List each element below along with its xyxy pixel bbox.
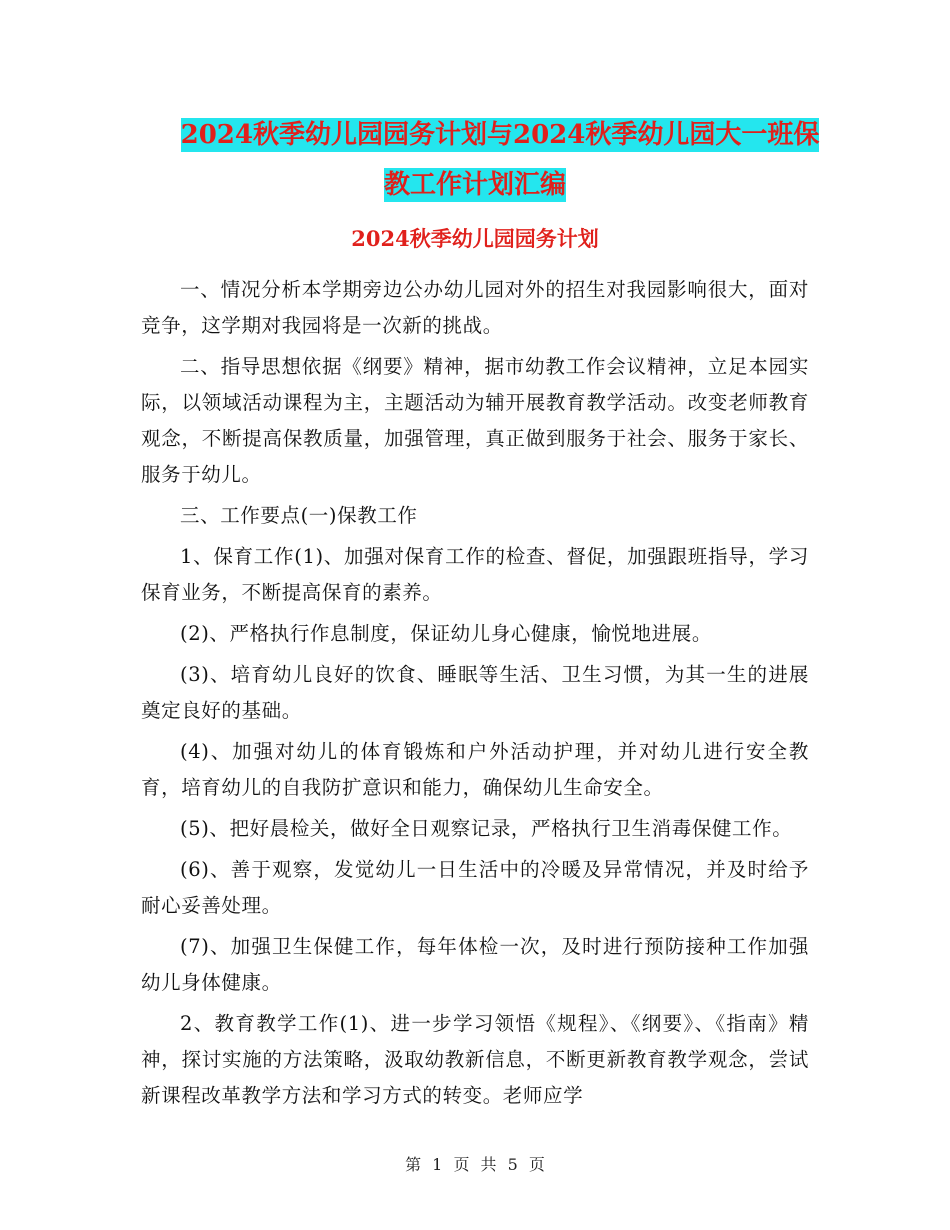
- paragraph-care-work-3: (3)、培育幼儿良好的饮食、睡眠等生活、卫生习惯，为其一生的进展奠定良好的基础。: [141, 663, 809, 722]
- paragraph-situation-analysis: 一、情况分析本学期旁边公办幼儿园对外的招生对我园影响很大，面对竞争，这学期对我园将是一次新的挑战。: [141, 278, 809, 337]
- paragraph-work-points: 三、工作要点(一)保教工作: [180, 504, 418, 527]
- document-title: [0, 110, 950, 210]
- body-text: [141, 272, 809, 1119]
- document-title-line-1: 2024秋季幼儿园园务计划与2024秋季幼儿园大一班保: [180, 120, 820, 150]
- paragraph-guiding-thought: 二、指导思想依据《纲要》精神，据市幼教工作会议精神，立足本园实际，以领域活动课程为主，主题活动为辅开展教育教学活动。改变老师教育观念，不断提高保教质量，加强管理，真正做到服务于社会、服务于家长、服务于幼儿。: [141, 355, 809, 486]
- paragraph-care-work-2: (2)、严格执行作息制度，保证幼儿身心健康，愉悦地进展。: [180, 622, 712, 645]
- paragraph-teaching-work-1: 2、教育教学工作(1)、进一步学习领悟《规程》、《纲要》、《指南》精神，探讨实施的方法策略，汲取幼教新信息，不断更新教育教学观念，尝试新课程改革教学方法和学习方式的转变。老师应学: [141, 1012, 809, 1107]
- paragraph-care-work-7: (7)、加强卫生保健工作，每年体检一次，及时进行预防接种工作加强幼儿身体健康。: [141, 935, 809, 994]
- paragraph-care-work-6: (6)、善于观察，发觉幼儿一日生活中的冷暖及异常情况，并及时给予耐心妥善处理。: [141, 858, 809, 917]
- paragraph-care-work-5: (5)、把好晨检关，做好全日观察记录，严格执行卫生消毒保健工作。: [180, 817, 793, 840]
- section-title: 2024秋季幼儿园园务计划: [351, 226, 599, 251]
- page-footer: 第 1 页 共 5 页: [405, 1155, 545, 1174]
- paragraph-care-work-4: (4)、加强对幼儿的体育锻炼和户外活动护理，并对幼儿进行安全教育，培育幼儿的自我防扩意识和能力，确保幼儿生命安全。: [141, 740, 809, 799]
- paragraph-care-work-1: 1、保育工作(1)、加强对保育工作的检查、督促，加强跟班指导，学习保育业务，不断提高保育的素养。: [141, 545, 809, 604]
- document-title-line-2: 教工作计划汇编: [383, 170, 566, 200]
